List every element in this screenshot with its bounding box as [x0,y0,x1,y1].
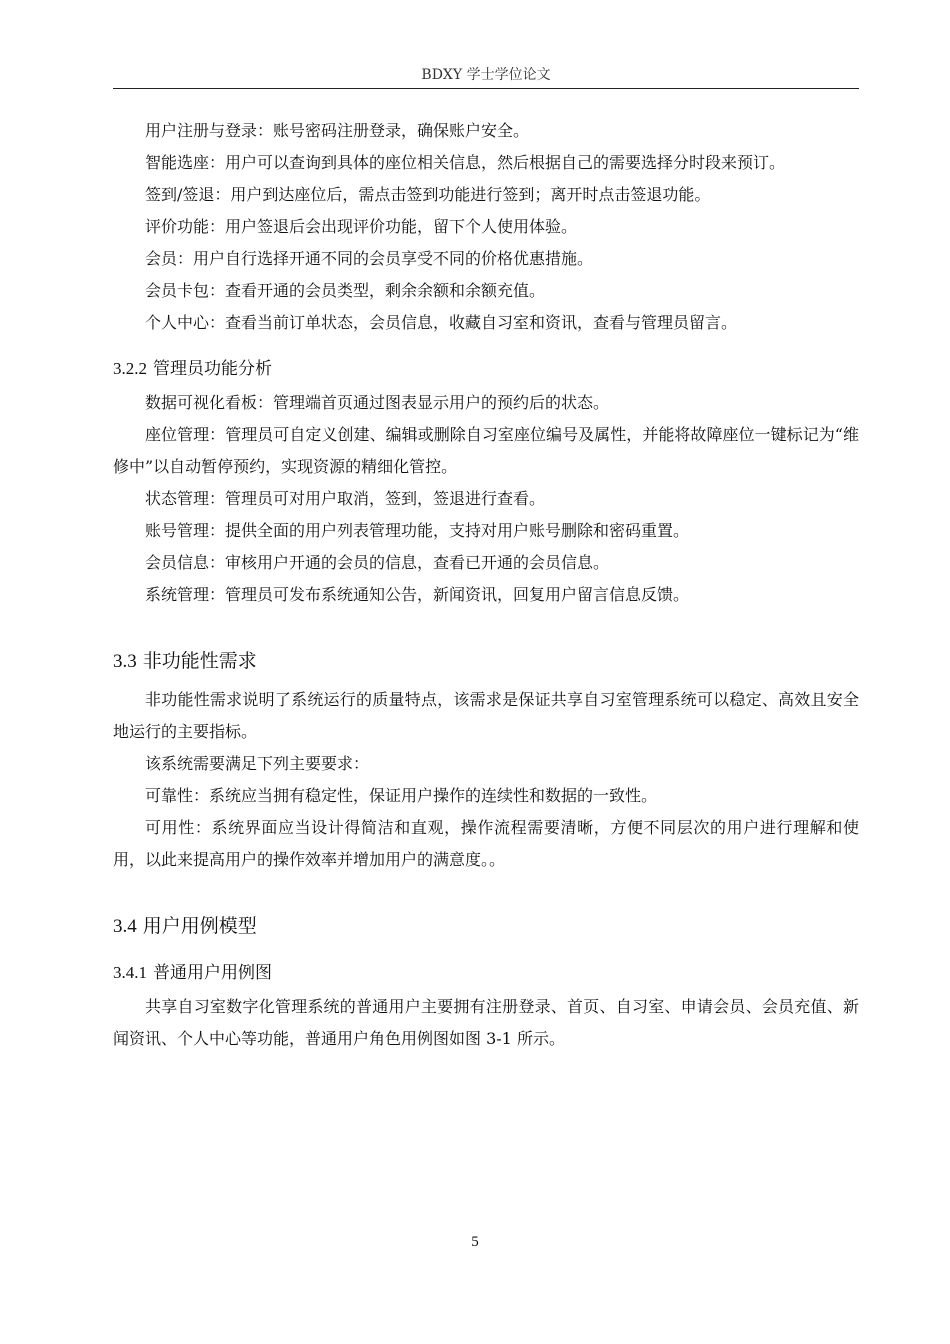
paragraph: 非功能性需求说明了系统运行的质量特点，该需求是保证共享自习室管理系统可以稳定、高效且安全地运行的主要指标。 [113,690,859,741]
paragraph: 会员信息：审核用户开通的会员的信息，查看已开通的会员信息。 [145,553,610,572]
section-number: 3.2.2 [113,359,147,378]
paragraph: 个人中心：查看当前订单状态，会员信息，收藏自习室和资讯，查看与管理员留言。 [145,313,738,332]
header-title: BDXY 学士学位论文 [421,67,551,83]
paragraph: 签到/签退：用户到达座位后，需点击签到功能进行签到；离开时点击签退功能。 [145,185,711,204]
paragraph: 数据可视化看板：管理端首页通过图表显示用户的预约后的状态。 [145,393,610,412]
paragraph: 账号管理：提供全面的用户列表管理功能，支持对用户账号删除和密码重置。 [145,521,690,540]
page-number: 5 [471,1234,479,1250]
page-footer [0,1232,950,1252]
paragraph: 座位管理：管理员可自定义创建、编辑或删除自习室座位编号及属性，并能将故障座位一键标记为“维修中”以自动暂停预约，实现资源的精细化管控。 [113,425,859,476]
paragraph: 会员卡包：查看开通的会员类型，剩余余额和余额充值。 [145,281,546,300]
section-number: 3.4 [113,916,137,937]
section-heading-3-4 [113,910,859,943]
section-heading-3-3 [113,645,859,678]
paragraph: 可用性：系统界面应当设计得简洁和直观，操作流程需要清晰，方便不同层次的用户进行理解和使用，以此来提高用户的操作效率并增加用户的满意度。。 [113,818,859,869]
paragraph: 共享自习室数字化管理系统的普通用户主要拥有注册登录、首页、自习室、申请会员、会员充值、新闻资讯、个人中心等功能，普通用户角色用例图如图 3-1 所示。 [113,997,859,1048]
section-number: 3.3 [113,651,137,672]
paragraph: 可靠性：系统应当拥有稳定性，保证用户操作的连续性和数据的一致性。 [145,786,658,805]
section-title: 管理员功能分析 [153,359,272,379]
paragraph: 该系统需要满足下列主要要求： [145,754,370,773]
section-title: 用户用例模型 [142,915,257,937]
paragraph: 智能选座：用户可以查询到具体的座位相关信息，然后根据自己的需要选择分时段来预订。 [145,153,786,172]
page-content [113,115,859,1055]
section-heading-3-2-2 [113,353,859,385]
running-header [113,62,859,89]
paragraph: 会员：用户自行选择开通不同的会员享受不同的价格优惠措施。 [145,249,594,268]
paragraph: 评价功能：用户签退后会出现评价功能，留下个人使用体验。 [145,217,578,236]
section-heading-3-4-1 [113,957,859,989]
paragraph: 系统管理：管理员可发布系统通知公告，新闻资讯，回复用户留言信息反馈。 [145,585,690,604]
section-number: 3.4.1 [113,963,147,982]
section-title: 非功能性需求 [142,650,257,672]
paragraph: 状态管理：管理员可对用户取消，签到，签退进行查看。 [145,489,546,508]
paragraph: 用户注册与登录：账号密码注册登录，确保账户安全。 [145,121,530,140]
section-title: 普通用户用例图 [153,963,272,983]
